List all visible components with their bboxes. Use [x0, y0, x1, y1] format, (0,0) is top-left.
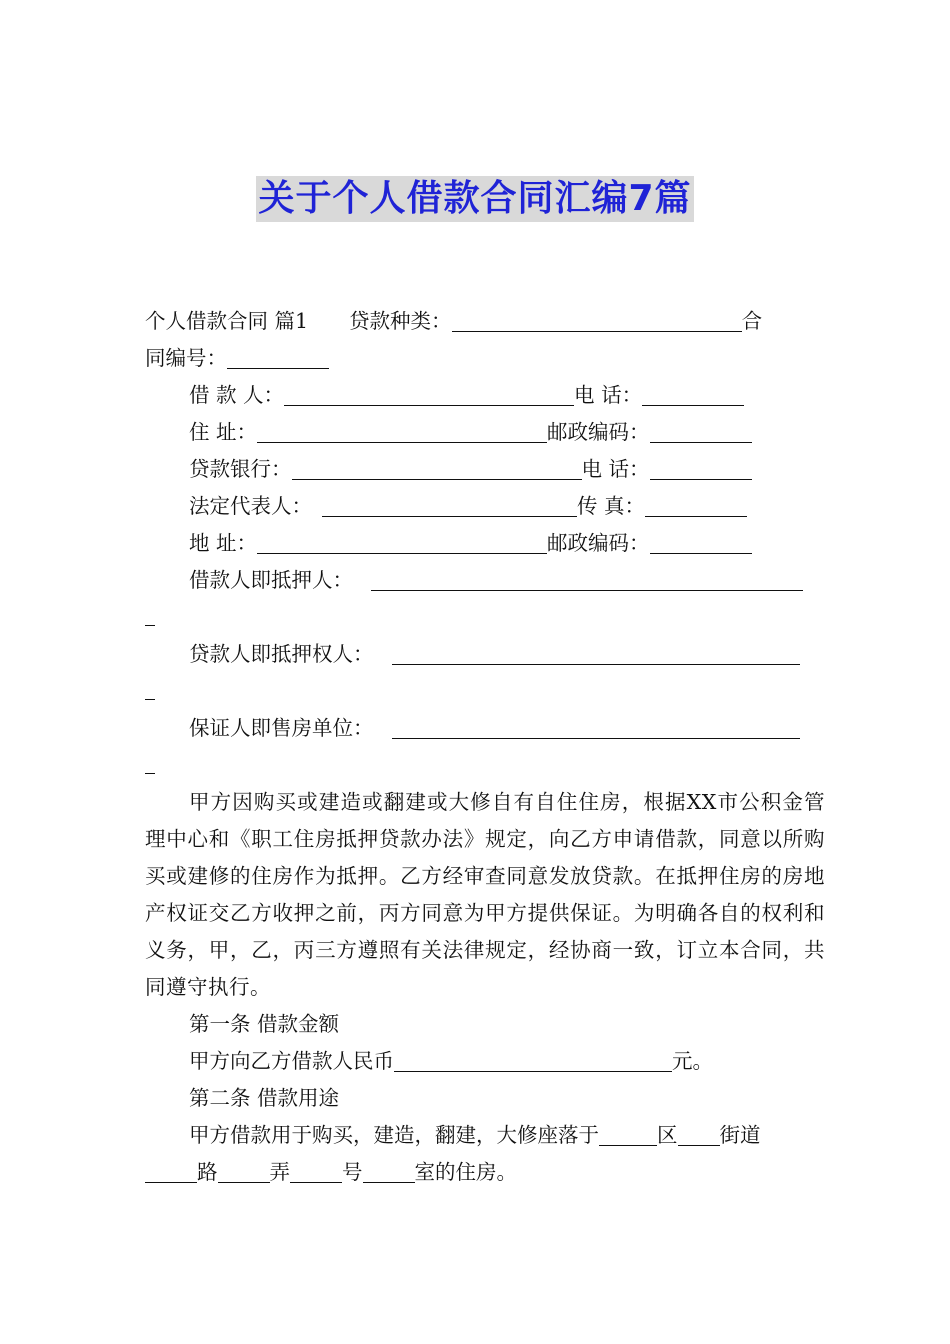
contract-number-label: 同编号：	[145, 346, 227, 370]
loan-amount-blank[interactable]	[394, 1045, 672, 1072]
article1-text-pre: 甲方向乙方借款人民币	[189, 1049, 394, 1073]
borrower-label: 借 款 人：	[189, 383, 285, 407]
phone1-label: 电 话：	[574, 383, 643, 407]
postcode1-blank[interactable]	[650, 416, 752, 443]
document-title: 关于个人借款合同汇编7篇	[256, 176, 693, 222]
lane-blank[interactable]	[218, 1156, 270, 1183]
field-row-address2	[145, 525, 825, 562]
borrower-blank[interactable]	[284, 379, 574, 406]
phone2-label: 电 话：	[581, 457, 650, 481]
document-body	[145, 303, 825, 1191]
mortgagee-blank[interactable]	[392, 638, 800, 665]
field-row-mortgagor-cont	[145, 599, 825, 636]
mortgagee-blank-cont[interactable]	[145, 673, 155, 700]
number-blank[interactable]	[290, 1156, 342, 1183]
article2-heading: 第二条 借款用途	[189, 1086, 340, 1110]
street-blank[interactable]	[678, 1119, 720, 1146]
main-paragraph: 甲方因购买或建造或翻建或大修自有自住住房，根据XX市公积金管理中心和《职工住房抵押贷款办法》规定，向乙方申请借款，同意以所购买或建修的住房作为抵押。乙方经审查同意发放贷款。在抵押住房的房地产权证交乙方收押之前，丙方同意为甲方提供保证。为明确各自的权利和义务，甲，乙，丙三方遵照有关法律规定，经协商一致，订立本合同，共同遵守执行。	[145, 790, 825, 999]
guarantor-blank-cont[interactable]	[145, 747, 155, 774]
postcode1-label: 邮政编码：	[547, 420, 650, 444]
field-row-mortgagor	[145, 562, 825, 599]
lending-bank-blank[interactable]	[292, 453, 582, 480]
loan-type-blank[interactable]	[452, 305, 742, 332]
lane-label: 弄	[269, 1160, 290, 1184]
road-label: 路	[197, 1160, 218, 1184]
district-label: 区	[657, 1123, 678, 1147]
header-line-1	[145, 303, 825, 340]
room-label: 室的住房。	[414, 1160, 517, 1184]
legal-rep-label: 法定代表人：	[189, 494, 312, 518]
lending-bank-label: 贷款银行：	[189, 457, 292, 481]
road-blank[interactable]	[145, 1156, 197, 1183]
mortgagor-blank-cont[interactable]	[145, 599, 155, 626]
contract-number-blank[interactable]	[227, 342, 329, 369]
field-row-guarantor	[145, 710, 825, 747]
guarantor-label: 保证人即售房单位：	[189, 716, 374, 740]
street-label: 街道	[719, 1123, 761, 1147]
document-title-wrap	[0, 176, 950, 222]
phone2-blank[interactable]	[650, 453, 752, 480]
room-blank[interactable]	[363, 1156, 415, 1183]
legal-rep-blank[interactable]	[322, 490, 577, 517]
field-row-borrower	[145, 377, 825, 414]
field-row-address1	[145, 414, 825, 451]
article1-text-post: 元。	[672, 1049, 713, 1073]
district-blank[interactable]	[599, 1119, 657, 1146]
header-line-2	[145, 340, 825, 377]
fax-label: 传 真：	[577, 494, 646, 518]
contract-label-end: 合	[741, 309, 763, 333]
address2-blank[interactable]	[257, 527, 547, 554]
address2-label: 地 址：	[189, 531, 258, 555]
phone1-blank[interactable]	[642, 379, 744, 406]
field-row-mortgagee-cont	[145, 673, 825, 710]
field-row-guarantor-cont	[145, 747, 825, 784]
article2-text-1	[145, 1117, 825, 1154]
article2-text-pre: 甲方借款用于购买，建造，翻建，大修座落于	[189, 1123, 599, 1147]
field-row-bank	[145, 451, 825, 488]
postcode2-blank[interactable]	[650, 527, 752, 554]
mortgagee-label: 贷款人即抵押权人：	[189, 642, 374, 666]
field-row-legal-rep	[145, 488, 825, 525]
postcode2-label: 邮政编码：	[547, 531, 650, 555]
field-row-mortgagee	[145, 636, 825, 673]
article1-heading: 第一条 借款金额	[189, 1012, 340, 1036]
mortgagor-blank[interactable]	[371, 564, 803, 591]
article1-text	[145, 1043, 825, 1080]
address1-label: 住 址：	[189, 420, 258, 444]
article2-text-2	[145, 1154, 825, 1191]
mortgagor-label: 借款人即抵押人：	[189, 568, 353, 592]
contract-label: 个人借款合同 篇1 贷款种类：	[145, 309, 452, 333]
address1-blank[interactable]	[257, 416, 547, 443]
fax-blank[interactable]	[645, 490, 747, 517]
number-label: 号	[342, 1160, 363, 1184]
guarantor-blank[interactable]	[392, 712, 800, 739]
